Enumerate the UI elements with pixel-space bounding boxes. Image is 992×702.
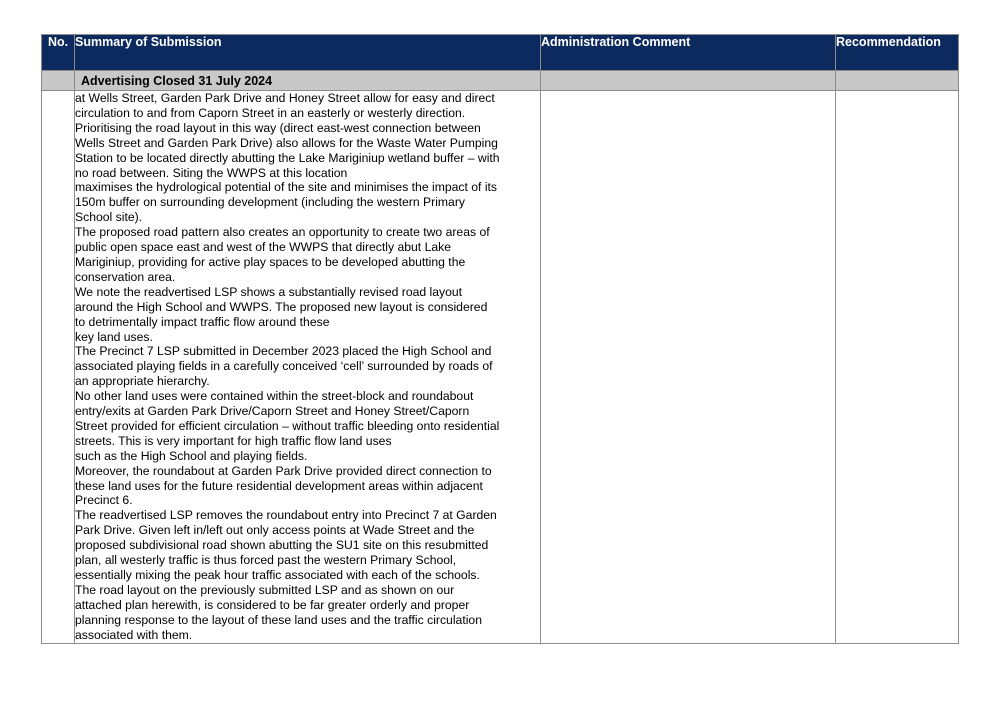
row-no-cell — [42, 91, 75, 644]
section-title: Advertising Closed 31 July 2024 — [75, 71, 541, 91]
admin-comment-cell — [541, 91, 836, 644]
summary-line: Mariginiup, providing for active play spaces to be developed abutting the — [75, 254, 466, 269]
summary-line: streets. This is very important for high traffic flow land uses — [75, 433, 392, 448]
summary-line: an appropriate hierarchy. — [75, 374, 210, 389]
summary-line: maximises the hydrological potential of the site and minimises the impact of its — [75, 180, 498, 195]
submissions-table — [41, 34, 959, 644]
summary-line: key land uses. — [75, 329, 153, 344]
summary-line: Precinct 6. — [75, 493, 133, 508]
summary-line: public open space east and west of the WWPS that directly abut Lake — [75, 240, 451, 255]
summary-line: associated playing fields in a carefully conceived ‘cell’ surrounded by roads of — [75, 359, 493, 374]
summary-line: Moreover, the roundabout at Garden Park Drive provided direct connection to — [75, 463, 492, 478]
summary-line: proposed subdivisional road shown abutting the SU1 site on this resubmitted — [75, 538, 489, 553]
header-admin-comment: Administration Comment — [541, 35, 836, 71]
summary-line: essentially mixing the peak hour traffic associated with each of the schools. — [75, 568, 480, 582]
section-no-cell — [42, 71, 75, 91]
section-row — [42, 71, 959, 91]
summary-line: 150m buffer on surrounding development (including the western Primary — [75, 195, 465, 210]
summary-line: entry/exits at Garden Park Drive/Caporn Street and Honey Street/Caporn — [75, 404, 470, 419]
section-admin-cell — [541, 71, 836, 91]
summary-line: around the High School and WWPS. The proposed new layout is considered — [75, 299, 488, 314]
summary-line: to detrimentally impact traffic flow around these — [75, 314, 330, 329]
summary-line: such as the High School and playing fields. — [75, 448, 308, 463]
header-summary: Summary of Submission — [75, 35, 541, 71]
summary-line: The road layout on the previously submitted LSP and as shown on our — [75, 582, 455, 597]
summary-line: conservation area. — [75, 269, 176, 284]
summary-line: Wells Street and Garden Park Drive) also allows for the Waste Water Pumping — [75, 135, 498, 150]
section-recommendation-cell — [836, 71, 959, 91]
summary-line: The readvertised LSP removes the roundabout entry into Precinct 7 at Garden — [75, 508, 497, 523]
table-header-row — [42, 35, 959, 71]
summary-line: plan, all westerly traffic is thus forced past the western Primary School, — [75, 553, 457, 568]
summary-line: The Precinct 7 LSP submitted in December 2023 placed the High School and — [75, 344, 492, 359]
table-row — [42, 91, 959, 644]
summary-line: Street provided for efficient circulation – without traffic bleeding onto residential — [75, 418, 500, 433]
recommendation-cell — [836, 91, 959, 644]
summary-line: at Wells Street, Garden Park Drive and Honey Street allow for easy and direct — [75, 91, 495, 105]
summary-line: planning response to the layout of these land uses and the traffic circulation — [75, 612, 482, 627]
summary-cell — [75, 91, 541, 644]
summary-line: Prioritising the road layout in this way (direct east-west connection between — [75, 120, 481, 135]
summary-line: circulation to and from Caporn Street in an easterly or westerly direction. — [75, 105, 466, 120]
summary-line: attached plan herewith, is considered to be far greater orderly and proper — [75, 597, 470, 612]
summary-line: associated with them. — [75, 627, 193, 642]
summary-line: School site). — [75, 210, 143, 225]
summary-line: No other land uses were contained within the street-block and roundabout — [75, 389, 474, 404]
header-recommendation: Recommendation — [836, 35, 959, 71]
summary-line: The proposed road pattern also creates an opportunity to create two areas of — [75, 225, 490, 240]
summary-line: these land uses for the future residential development areas within adjacent — [75, 478, 483, 493]
summary-line: no road between. Siting the WWPS at this location — [75, 165, 348, 180]
summary-line: Station to be located directly abutting the Lake Mariginiup wetland buffer – with — [75, 150, 500, 165]
summary-line: We note the readvertised LSP shows a substantially revised road layout — [75, 284, 463, 299]
header-no: No. — [42, 35, 75, 71]
summary-line: Park Drive. Given left in/left out only access points at Wade Street and the — [75, 523, 475, 538]
